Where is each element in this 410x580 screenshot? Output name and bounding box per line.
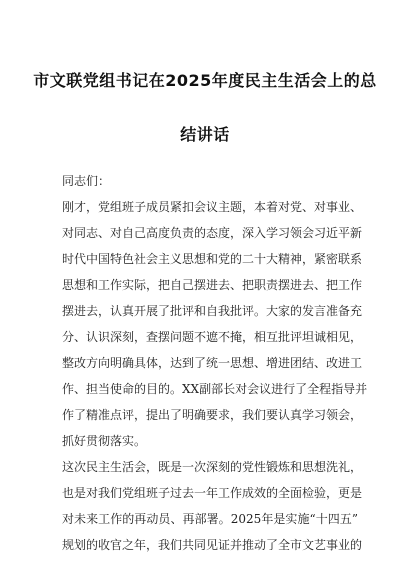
paragraph-1-line: 摆进去，认真开展了批评和自我批评。大家的发言准备充 <box>62 304 363 318</box>
paragraph-2-line: 这次民主生活会，既是一次深刻的党性锻炼和思想洗礼， <box>62 460 363 474</box>
paragraph-2-line: 规划的收官之年，我们共同见证并推动了全市文艺事业的 <box>62 538 363 552</box>
paragraph-1-line: 抓好贯彻落实。 <box>62 434 147 448</box>
document-title-line-1: 市文联党组书记在2025年度民主生活会上的总 <box>33 71 377 90</box>
paragraph-1-line: 分、认识深刻，查摆问题不遮不掩，相互批评坦诚相见， <box>62 330 363 344</box>
paragraph-1-line: 对同志、对自己高度负责的态度，深入学习领会习近平新 <box>62 226 363 240</box>
paragraph-1-line: 作、担当使命的目的。XX副部长对会议进行了全程指导并 <box>62 382 368 396</box>
paragraph-2-line: 也是对我们党组班子过去一年工作成效的全面检验，更是 <box>62 486 363 500</box>
paragraph-1-line: 作了精准点评，提出了明确要求，我们要认真学习领会， <box>62 408 363 422</box>
paragraph-1-line: 时代中国特色社会主义思想和党的二十大精神，紧密联系 <box>62 252 363 266</box>
document-title-line-2: 结讲话 <box>180 125 230 144</box>
paragraph-1-line: 整改方向明确具体，达到了统一思想、增进团结、改进工 <box>62 356 363 370</box>
paragraph-1-line: 思想和工作实际，把自己摆进去、把职责摆进去、把工作 <box>62 278 363 292</box>
salutation: 同志们： <box>62 174 111 188</box>
document-body <box>62 168 368 558</box>
paragraph-2-line: 对未来工作的再动员、再部署。2025年是实施“十四五” <box>62 512 358 526</box>
paragraph-1-line: 刚才，党组班子成员紧扣会议主题，本着对党、对事业、 <box>62 200 363 214</box>
